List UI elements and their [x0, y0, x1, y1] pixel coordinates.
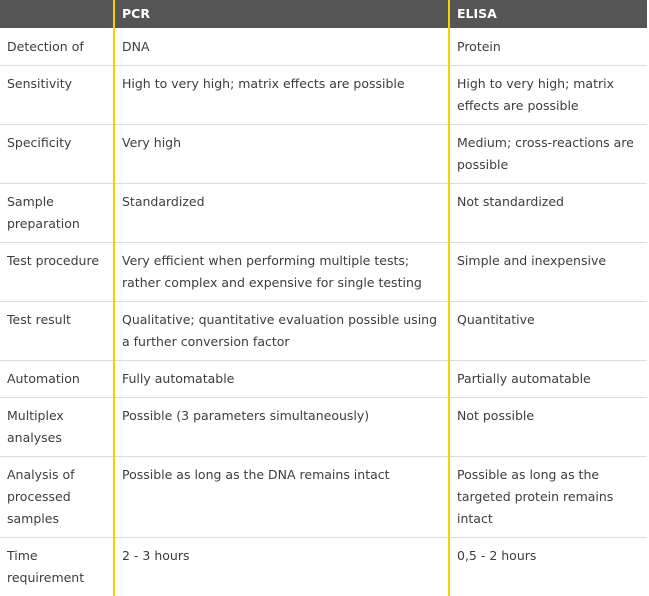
row-label: Multiplex analyses	[0, 398, 114, 457]
table-row	[0, 361, 647, 398]
table-body	[0, 28, 647, 596]
elisa-cell: Not standardized	[449, 184, 647, 243]
table-row	[0, 28, 647, 66]
row-label: Sample preparation	[0, 184, 114, 243]
table-header	[0, 0, 647, 28]
table-row	[0, 302, 647, 361]
pcr-cell: Standardized	[114, 184, 449, 243]
table-row	[0, 184, 647, 243]
row-label: Time requirement	[0, 538, 114, 596]
table-row	[0, 457, 647, 538]
pcr-cell: Possible (3 parameters simultaneously)	[114, 398, 449, 457]
row-label: Sensitivity	[0, 66, 114, 125]
elisa-cell: Not possible	[449, 398, 647, 457]
pcr-cell: Qualitative; quantitative evaluation possible using a further conversion factor	[114, 302, 449, 361]
elisa-cell: Protein	[449, 28, 647, 66]
header-row	[0, 0, 647, 28]
row-label: Test procedure	[0, 243, 114, 302]
row-label: Test result	[0, 302, 114, 361]
row-label: Automation	[0, 361, 114, 398]
elisa-cell: 0,5 - 2 hours	[449, 538, 647, 596]
elisa-cell: High to very high; matrix effects are possible	[449, 66, 647, 125]
elisa-cell: Simple and inexpensive	[449, 243, 647, 302]
pcr-cell: Very high	[114, 125, 449, 184]
header-pcr: PCR	[114, 0, 449, 28]
row-label: Analysis of processed samples	[0, 457, 114, 538]
elisa-cell: Quantitative	[449, 302, 647, 361]
table-row	[0, 125, 647, 184]
table-row	[0, 243, 647, 302]
header-elisa: ELISA	[449, 0, 647, 28]
pcr-cell: DNA	[114, 28, 449, 66]
table-row	[0, 66, 647, 125]
pcr-cell: 2 - 3 hours	[114, 538, 449, 596]
elisa-cell: Possible as long as the targeted protein remains intact	[449, 457, 647, 538]
row-label: Specificity	[0, 125, 114, 184]
pcr-cell: High to very high; matrix effects are possible	[114, 66, 449, 125]
pcr-cell: Fully automatable	[114, 361, 449, 398]
elisa-cell: Partially automatable	[449, 361, 647, 398]
table-row	[0, 398, 647, 457]
table-row	[0, 538, 647, 596]
pcr-cell: Possible as long as the DNA remains intact	[114, 457, 449, 538]
elisa-cell: Medium; cross-reactions are possible	[449, 125, 647, 184]
pcr-cell: Very efficient when performing multiple tests; rather complex and expensive for single testing	[114, 243, 449, 302]
header-blank-cell	[0, 0, 114, 28]
row-label: Detection of	[0, 28, 114, 66]
